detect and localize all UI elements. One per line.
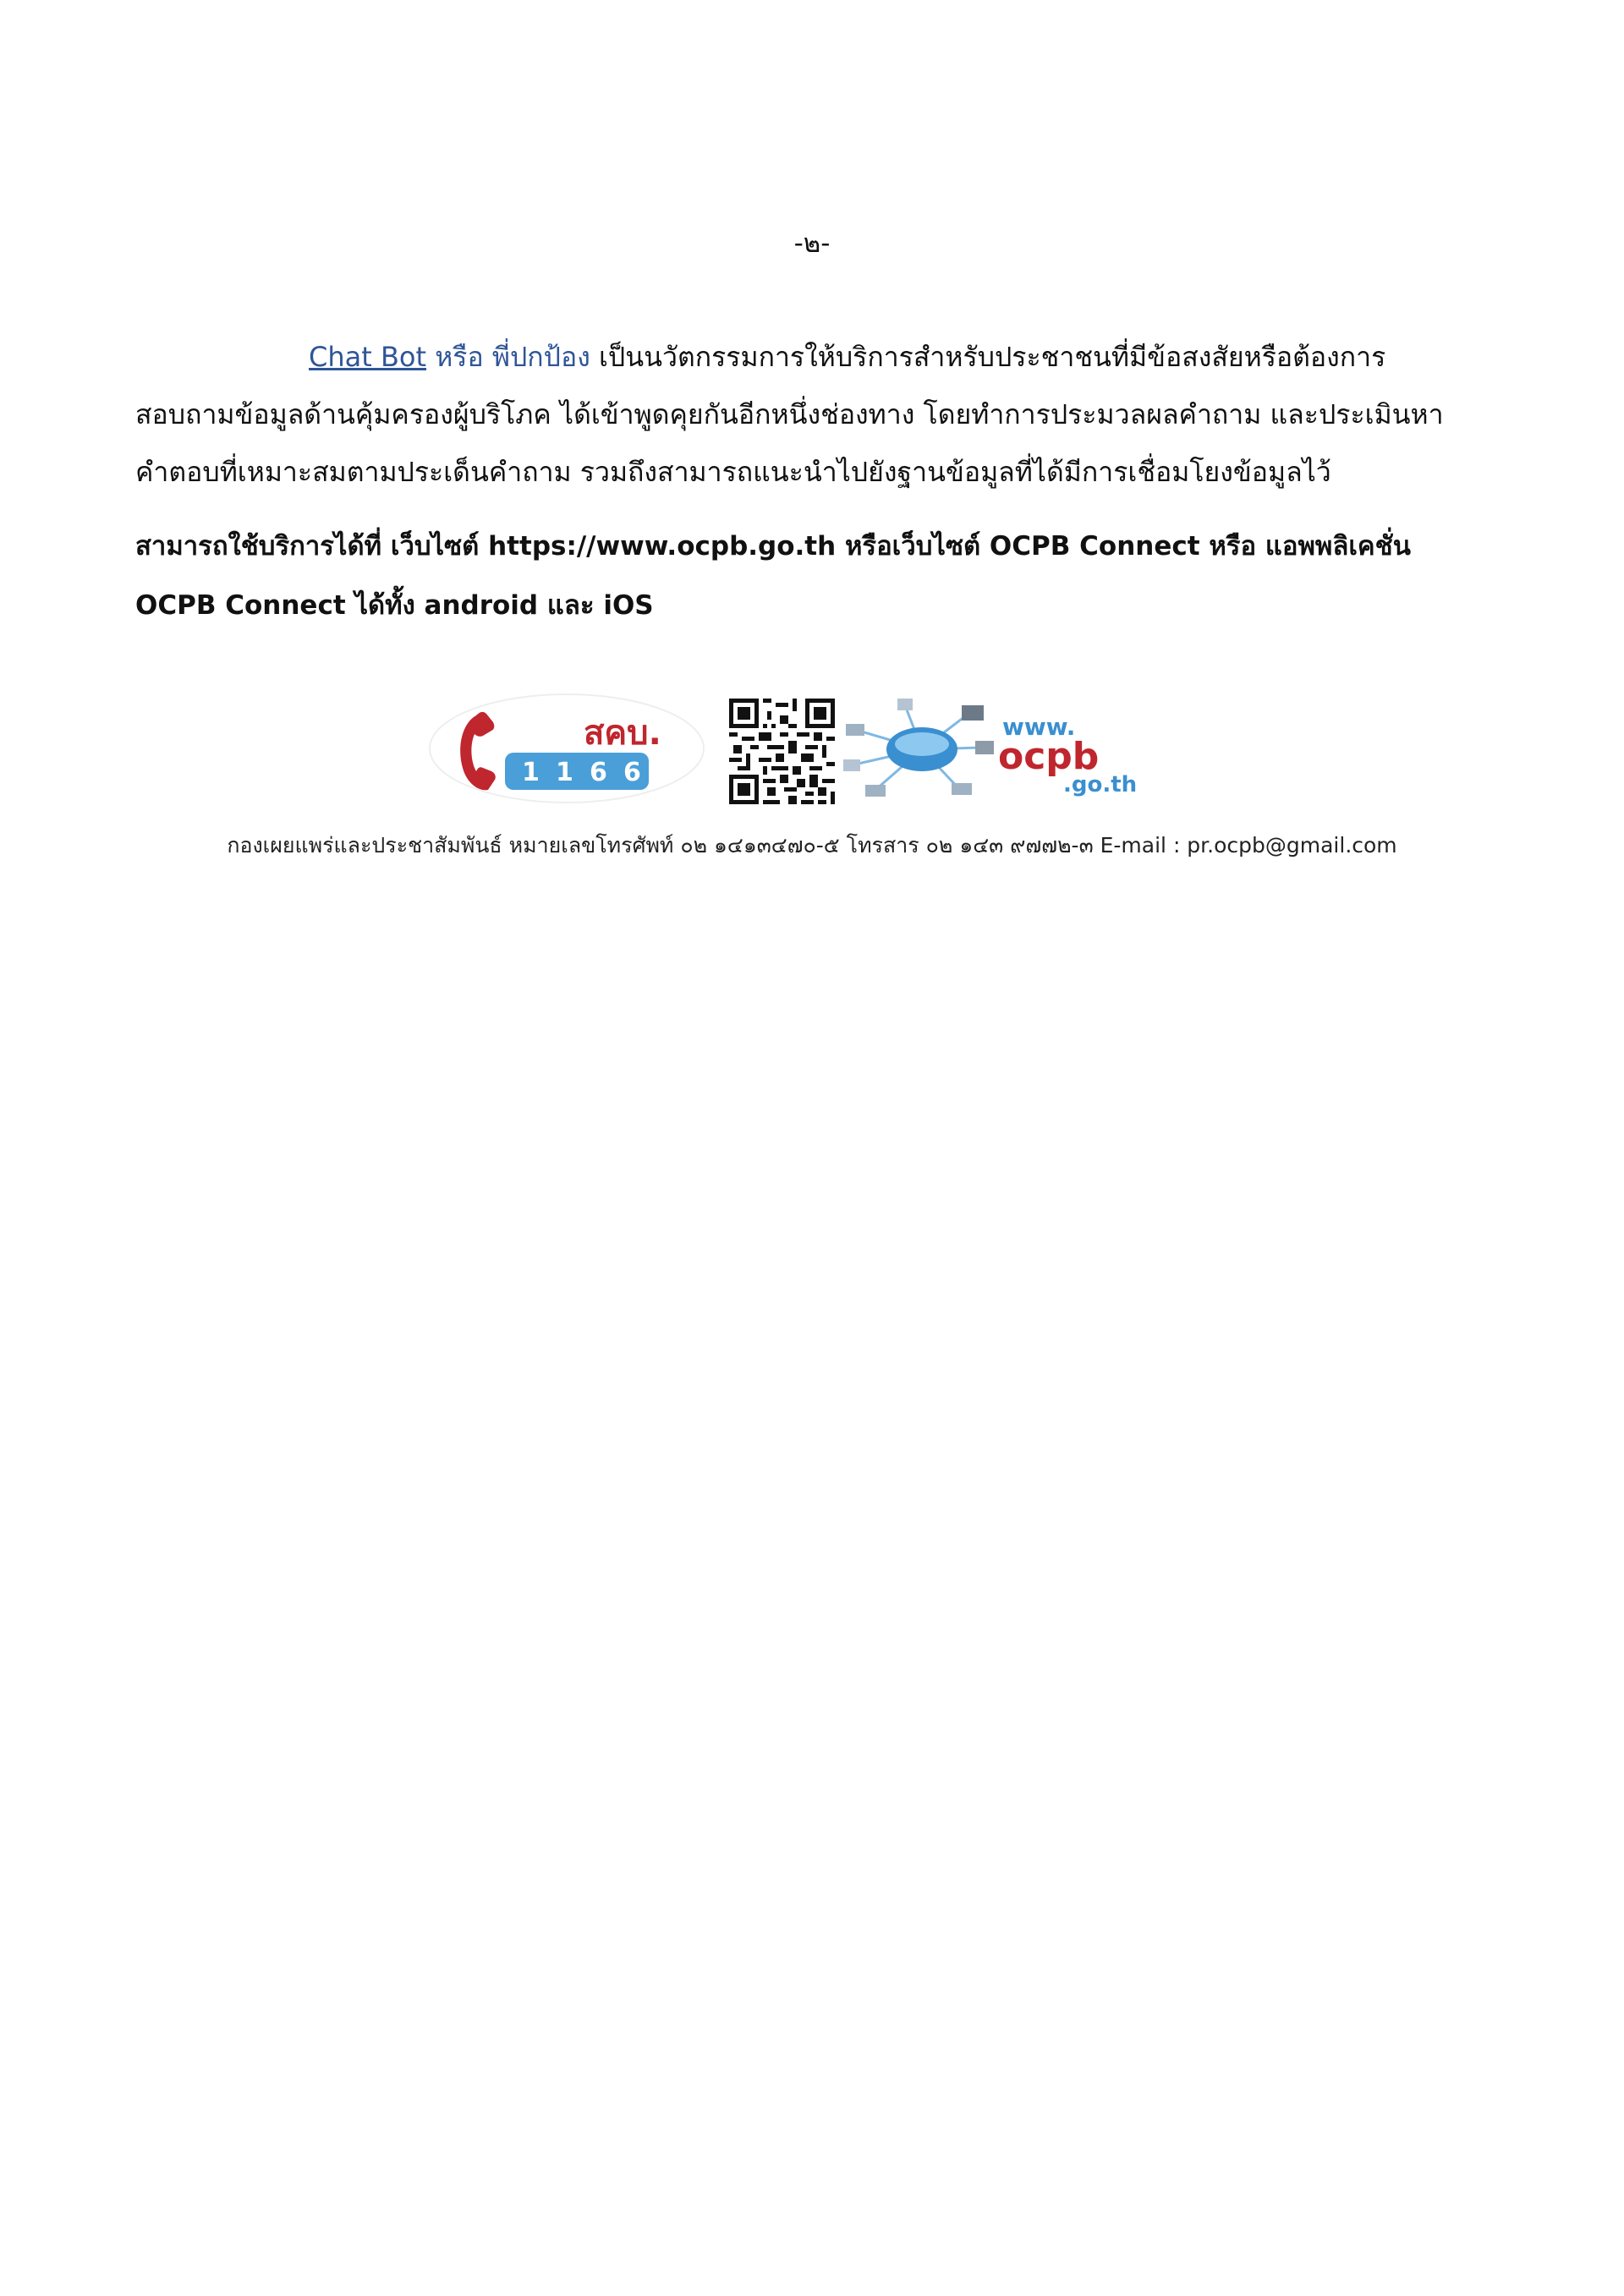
paragraph-line-2: สอบถามข้อมูลด้านคุ้มครองผู้บริโภค ได้เข้าพูดคุยกันอีกหนึ่งช่องทาง โดยทำการประมวลผลคำถาม และประเมินหา (135, 398, 1444, 430)
line1-text: เป็นนวัตกรรมการให้บริการสำหรับประชาชนที่มีข้อสงสัยหรือต้องการ (598, 341, 1386, 373)
ocpb-website-logo (842, 697, 1155, 803)
paragraph-line-3: คำตอบที่เหมาะสมตามประเด็นคำถาม รวมถึงสามารถแนะนำไปยังฐานข้อมูลที่ได้มีการเชื่อมโยงข้อมูลไว้ (135, 456, 1331, 488)
service-info-line-1: สามารถใช้บริการได้ที่ เว็บไซต์ https://www.ocpb.go.th หรือเว็บไซต์ OCPB Connect หรือ แอพพลิเคชั่น (135, 531, 1411, 562)
hotline-digit: 6 (590, 758, 607, 787)
web-logo-suffix: .go.th (1063, 772, 1138, 797)
hotline-digit: 1 (556, 758, 573, 787)
logo-row (427, 692, 1188, 806)
web-logo-prefix: www. (1002, 713, 1076, 741)
hotline-digit: 6 (623, 758, 641, 787)
bot-name: พี่ปกป้อง (491, 341, 590, 373)
service-info-line-2: OCPB Connect ได้ทั้ง android และ iOS (135, 590, 654, 621)
chat-bot-link[interactable]: Chat Bot (309, 341, 427, 373)
paragraph-line-1 (135, 340, 1455, 374)
hotline-1166-logo (427, 692, 706, 806)
footer-contact: กองเผยแพร่และประชาสัมพันธ์ หมายเลขโทรศัพท์ ๐๒ ๑๔๑๓๔๗๐-๕ โทรสาร ๐๒ ๑๔๓ ๙๗๗๒-๓ E-mail : pr.ocpb@gmail.com (227, 833, 1397, 858)
hotline-agency-text: สคบ. (584, 714, 661, 753)
web-logo-main: ocpb (998, 735, 1100, 778)
qr-code-icon (729, 699, 835, 804)
page-number: -๒- (793, 228, 831, 259)
or-word: หรือ (435, 341, 484, 373)
hotline-digit: 1 (522, 758, 540, 787)
